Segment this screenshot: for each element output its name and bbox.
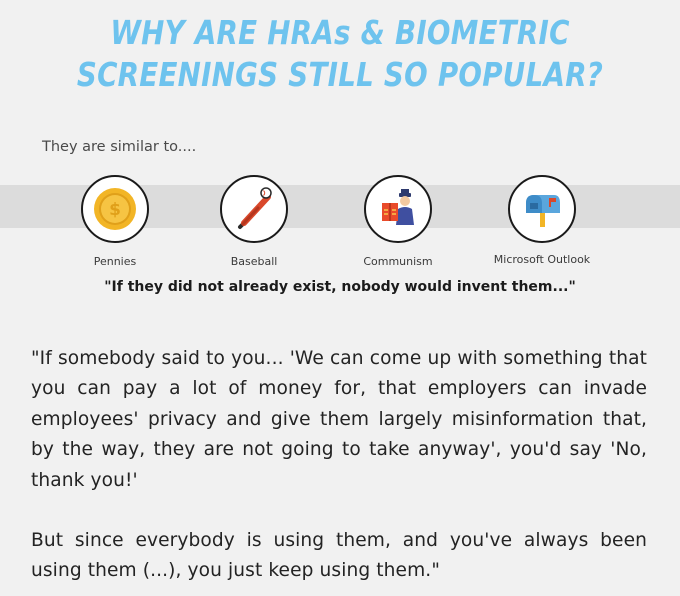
title-line-1: WHY ARE HRAs & BIOMETRIC [110,13,570,52]
outlook-circle [508,175,576,243]
communism-circle [364,175,432,243]
item-microsoft-outlook [467,175,617,266]
pennies-circle [81,175,149,243]
item-label-microsoft-outlook: Microsoft Outlook [493,253,591,266]
item-label-communism: Communism [363,255,433,268]
tagline: "If they did not already exist, nobody would invent them..." [104,279,576,295]
title-line-2: SCREENINGS STILL SO POPULAR? [76,55,604,94]
item-label-baseball: Baseball [230,255,278,268]
svg-text:$: $ [109,200,121,220]
item-communism [323,175,473,268]
item-pennies [40,175,190,268]
quote-paragraph-2: But since everybody is using them, and you've always been using them (...), you just keep using them." [31,530,647,582]
item-baseball [179,175,329,268]
mailbox-icon [516,183,568,235]
baseball-bat-icon [228,183,280,235]
communist-figure-icon [372,183,424,235]
baseball-circle [220,175,288,243]
intro-text: They are similar to.... [42,139,197,155]
page-title [54,12,625,96]
item-label-pennies: Pennies [93,255,137,268]
coin-icon [91,185,139,233]
quote-paragraph-1: "If somebody said to you... 'We can come up with something that you can pay a lot of money for, that employers can invade employees' privacy and give them largely misinformation that, by the way, they are not going to take anyway', you'd say 'No, thank you!' [31,348,647,491]
